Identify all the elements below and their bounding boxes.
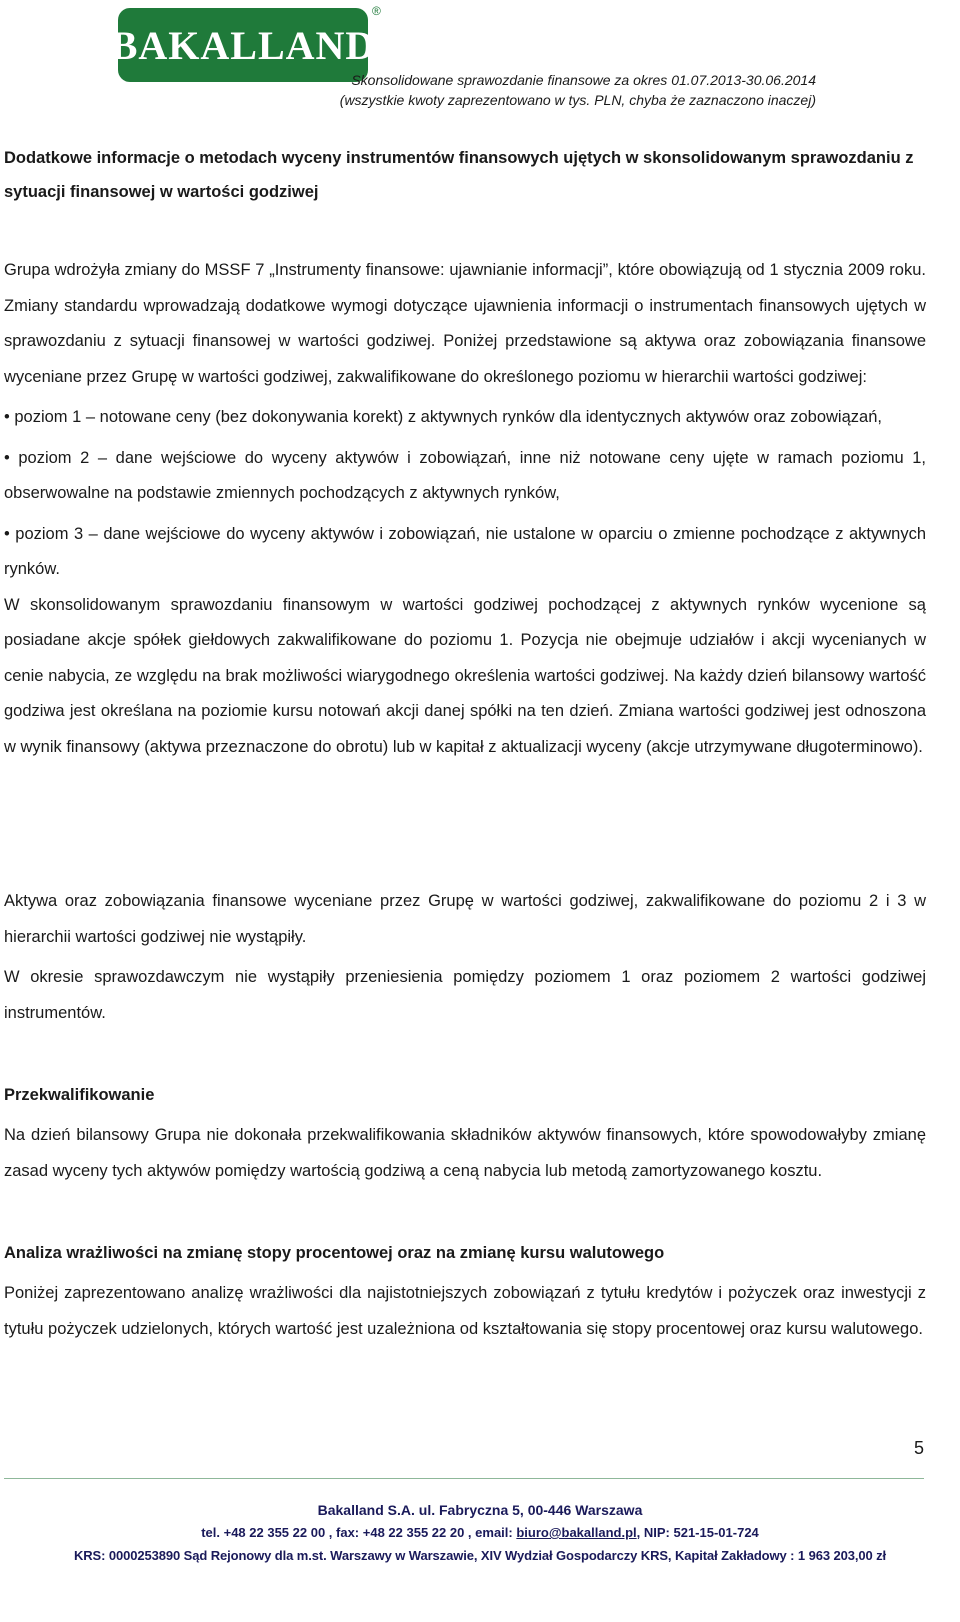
list-item-level-2: • poziom 2 – dane wejściowe do wyceny aktywów i zobowiązań, inne niż notowane ceny ujęte w ramach poziomu 1, obserwowalne na podstawie zmiennych pochodzących z aktywnych rynków, [4,448,926,502]
paragraph: Na dzień bilansowy Grupa nie dokonała przekwalifikowania składników aktywów finansowych, które spowodowałyby zmianę zasad wyceny tych aktywów pomiędzy wartością godziwą a ceną nabycia lub metodą zamortyzowanego kosztu. [4,1126,926,1180]
report-title: Skonsolidowane sprawozdanie finansowe za okres 01.07.2013-30.06.2014 [351,72,816,88]
section-reclassification [4,1078,926,1189]
registered-mark: ® [372,4,381,18]
paragraph: W skonsolidowanym sprawozdaniu finansowym w wartości godziwej pochodzącej z aktywnych rynków wycenione są posiadane akcje spółek giełdowych zakwalifikowane do poziomu 1. Pozycja nie obejmuje udziałów i akcji wycenianych w cenie nabycia, ze względu na brak możliwości wiarygodnego określenia wartości godziwej. Na każdy dzień bilansowy wartość godziwa jest określana na poziomie kursu notowań akcji danej spółki na ten dzień. Zmiana wartości godziwej jest odnoszona w wynik finansowy (aktywa przeznaczone do obrotu) lub w kapitał z aktualizacji wyceny (akcje utrzymywane długoterminowo). [4,595,926,756]
report-header [296,70,816,110]
section-heading: Przekwalifikowanie [4,1086,155,1104]
footer-registry: KRS: 0000253890 Sąd Rejonowy dla m.st. Warszawy w Warszawie, XIV Wydział Gospodarczy KRS, Kapitał Zakładowy : 1 963 203,00 zł [73,1548,887,1563]
list-item-level-3: • poziom 3 – dane wejściowe do wyceny aktywów i zobowiązań, nie ustalone w oparciu o zmienne pochodzące z aktywnych rynków. [4,524,926,578]
paragraph: Poniżej zaprezentowano analizę wrażliwości dla najistotniejszych zobowiązań z tytułu kredytów i pożyczek oraz inwestycji z tytułu pożyczek udzielonych, których wartość jest uzależniona od kształtowania się stopy procentowej oraz kursu walutowego. [4,1284,926,1338]
section-fair-value-body-2 [4,884,926,1031]
section-fair-value-heading [4,141,926,209]
footer-divider [4,1478,924,1479]
footer-nip: , NIP: 521-15-01-724 [636,1525,759,1540]
logo-text: BAKALLAND [110,22,376,68]
section-sensitivity-analysis [4,1236,926,1347]
email-link[interactable]: biuro@bakalland.pl [516,1525,637,1540]
section-heading: Analiza wrażliwości na zmianę stopy procentowej oraz na zmianę kursu walutowego [4,1244,665,1262]
footer-address: Bakalland S.A. ul. Fabryczna 5, 00-446 Warszawa [317,1502,643,1518]
paragraph: Grupa wdrożyła zmiany do MSSF 7 „Instrumenty finansowe: ujawnianie informacji”, które obowiązują od 1 stycznia 2009 roku. Zmiany standardu wprowadzają dodatkowe wymogi dotyczące ujawnienia informacji o instrumentach finansowych ujętych w sprawozdaniu z sytuacji finansowej w wartości godziwej. Poniżej przedstawione są aktywa oraz zobowiązania finansowe wyceniane przez Grupę w wartości godziwej, zakwalifikowane do określonego poziomu w hierarchii wartości godziwej: [4,261,926,386]
paragraph: W okresie sprawozdawczym nie wystąpiły przeniesienia pomiędzy poziomem 1 oraz poziomem 2 wartości godziwej instrumentów. [4,968,926,1022]
section-heading: Dodatkowe informacje o metodach wyceny instrumentów finansowych ujętych w skonsolidowanym sprawozdaniu z sytuacji finansowej w wartości godziwej [4,149,914,201]
list-item-level-1: • poziom 1 – notowane ceny (bez dokonywania korekt) z aktywnych rynków dla identycznych aktywów oraz zobowiązań, [4,408,882,426]
paragraph: Aktywa oraz zobowiązania finansowe wyceniane przez Grupę w wartości godziwej, zakwalifikowane do poziomu 2 i 3 w hierarchii wartości godziwej nie wystąpiły. [4,892,926,946]
footer-contact [0,1525,960,1540]
footer-contact-text: tel. +48 22 355 22 00 , fax: +48 22 355 22 20 , email: [201,1525,517,1540]
page-number: 5 [913,1438,924,1458]
amounts-note: (wszystkie kwoty zaprezentowano w tys. PLN, chyba że zaznaczono inaczej) [339,92,816,108]
section-fair-value-body [4,253,926,765]
